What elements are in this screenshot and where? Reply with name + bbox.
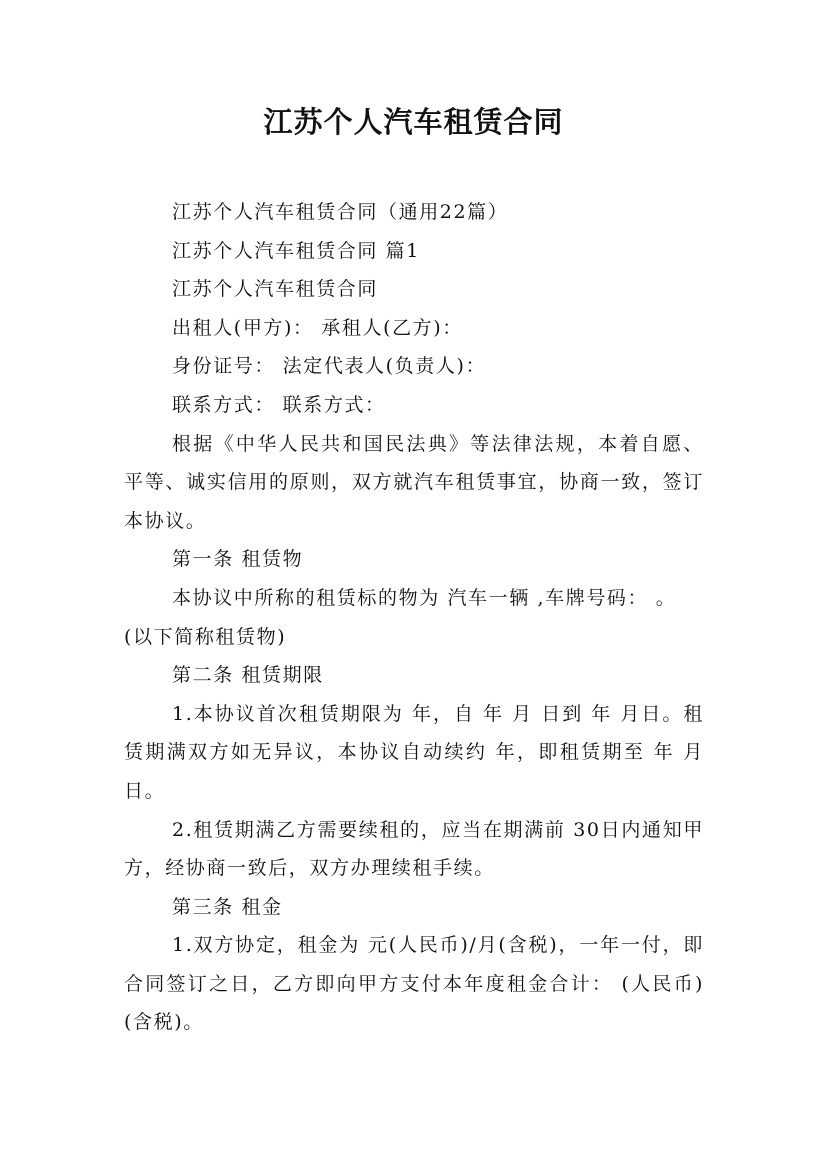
article-2-clause-2: 2.租赁期满乙方需要续租的，应当在期满前 30日内通知甲方，经协商一致后，双方办理续租手续。: [124, 818, 704, 880]
article-2-clause-1: 1.本协议首次租赁期限为 年，自 年 月 日到 年 月日。租赁期满双方如无异议，本协议自动续约 年，即租赁期至 年 月 日。: [124, 702, 704, 802]
article-2-heading: 第二条 租赁期限: [172, 664, 324, 687]
article-3-heading: 第三条 租金: [172, 895, 283, 918]
document-title: 江苏个人汽车租赁合同: [263, 105, 564, 139]
document-body: [124, 193, 704, 1042]
paragraph-id-number: 身份证号： 法定代表人(负责人)：: [172, 355, 487, 378]
paragraph-section-title: 江苏个人汽车租赁合同 篇1: [172, 239, 420, 262]
paragraph-parties: 出租人(甲方)： 承租人(乙方)：: [172, 316, 463, 339]
article-1-body: 本协议中所称的租赁标的物为 汽车一辆 ,车牌号码： 。(以下简称租赁物): [124, 586, 677, 648]
paragraph-heading: 江苏个人汽车租赁合同（通用22篇）: [172, 201, 509, 223]
article-1-heading: 第一条 租赁物: [172, 548, 304, 571]
article-3-clause-1: 1.双方协定，租金为 元(人民币)/月(含税)，一年一付，即合同签订之日，乙方即向甲方支付本年度租金合计： (人民币)(含税)。: [124, 934, 704, 1034]
paragraph-contact: 联系方式： 联系方式：: [172, 393, 386, 416]
paragraph-preamble: 根据《中华人民共和国民法典》等法律法规，本着自愿、平等、诚实信用的原则，双方就汽车租赁事宜，协商一致，签订本协议。: [124, 432, 704, 532]
paragraph-contract-name: 江苏个人汽车租赁合同: [172, 278, 379, 301]
